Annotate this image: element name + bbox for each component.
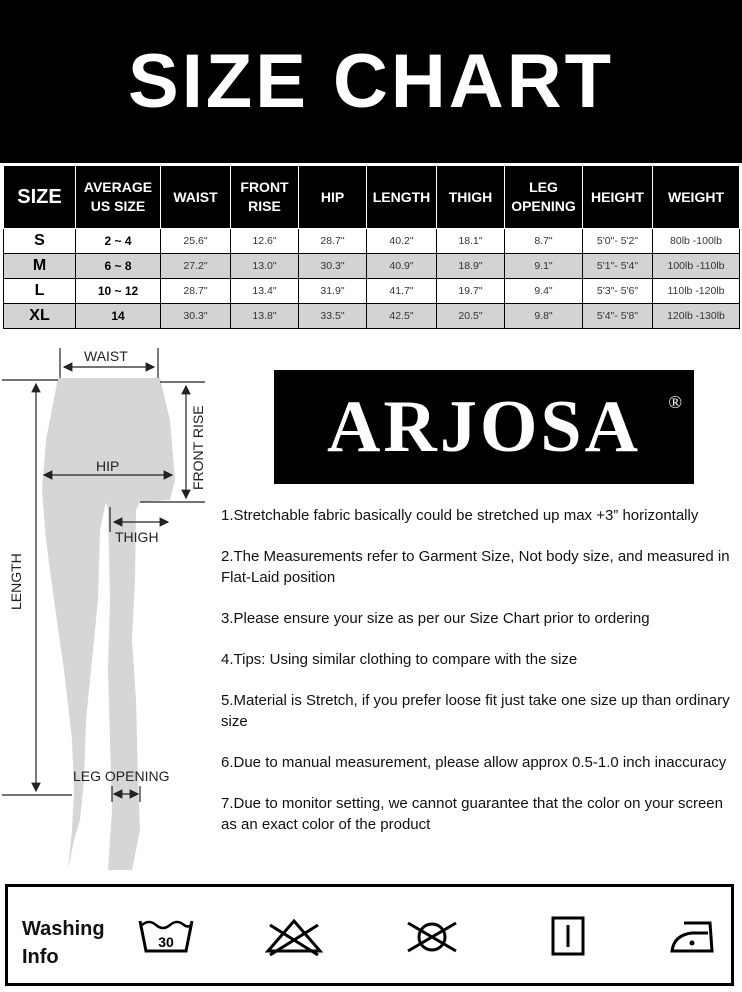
cell-weight: 100lb -110lb xyxy=(653,254,740,279)
size-chart-banner xyxy=(0,0,742,163)
cell-leg-opening: 9.1" xyxy=(505,254,583,279)
cell-us-size: 14 xyxy=(76,304,161,329)
cell-length: 42.5" xyxy=(367,304,437,329)
cell-height: 5'4"- 5'8" xyxy=(583,304,653,329)
table-row xyxy=(4,254,740,279)
svg-text:30: 30 xyxy=(158,934,174,950)
col-header-front-rise: FRONT RISE xyxy=(231,166,299,229)
cell-waist: 25.6" xyxy=(161,229,231,254)
leg-opening-label: LEG OPENING xyxy=(73,768,170,784)
note-item: 2.The Measurements refer to Garment Size, Not body size, and measured in Flat-Laid position xyxy=(221,548,730,586)
registered-mark: ® xyxy=(668,392,682,412)
cell-size: M xyxy=(4,254,76,279)
cell-weight: 80lb -100lb xyxy=(653,229,740,254)
iron-low-icon xyxy=(668,917,718,957)
cell-thigh: 18.1" xyxy=(437,229,505,254)
col-header-us-size: AVERAGE US SIZE xyxy=(76,166,161,229)
cell-waist: 30.3" xyxy=(161,304,231,329)
cell-size: L xyxy=(4,279,76,304)
cell-height: 5'1"- 5'4" xyxy=(583,254,653,279)
cell-front-rise: 13.4" xyxy=(231,279,299,304)
cell-front-rise: 12.6" xyxy=(231,229,299,254)
cell-hip: 33.5" xyxy=(299,304,367,329)
line-dry-icon xyxy=(550,915,586,959)
wash-30-icon xyxy=(136,915,196,957)
waist-label: WAIST xyxy=(84,348,128,364)
no-tumble-dry-icon xyxy=(404,915,460,959)
length-label: LENGTH xyxy=(8,553,24,610)
cell-us-size: 10 ~ 12 xyxy=(76,279,161,304)
col-header-hip: HIP xyxy=(299,166,367,229)
cell-size: S xyxy=(4,229,76,254)
table-row xyxy=(4,229,740,254)
leggings-measurement-diagram xyxy=(0,340,220,875)
table-header-row xyxy=(4,166,740,229)
cell-length: 41.7" xyxy=(367,279,437,304)
note-item: 5.Material is Stretch, if you prefer loose fit just take one size up than ordinary size xyxy=(221,692,730,730)
note-item: 1.Stretchable fabric basically could be stretched up max +3” horizontally xyxy=(221,507,699,524)
cell-leg-opening: 8.7" xyxy=(505,229,583,254)
page-title: SIZE CHART xyxy=(128,39,614,124)
col-header-thigh: THIGH xyxy=(437,166,505,229)
cell-us-size: 6 ~ 8 xyxy=(76,254,161,279)
cell-thigh: 18.9" xyxy=(437,254,505,279)
cell-length: 40.2" xyxy=(367,229,437,254)
washing-info-title: Washing Info xyxy=(22,918,105,968)
col-header-leg-opening: LEG OPENING xyxy=(505,166,583,229)
cell-leg-opening: 9.8" xyxy=(505,304,583,329)
leggings-silhouette-icon xyxy=(0,340,220,875)
cell-hip: 30.3" xyxy=(299,254,367,279)
cell-thigh: 19.7" xyxy=(437,279,505,304)
note-item: 6.Due to manual measurement, please allow approx 0.5-1.0 inch inaccuracy xyxy=(221,754,727,771)
cell-thigh: 20.5" xyxy=(437,304,505,329)
cell-front-rise: 13.8" xyxy=(231,304,299,329)
front-rise-label: FRONT RISE xyxy=(190,405,206,490)
hip-label: HIP xyxy=(96,458,120,474)
cell-size: XL xyxy=(4,304,76,329)
note-item: 4.Tips: Using similar clothing to compare with the size xyxy=(221,651,578,668)
cell-front-rise: 13.0" xyxy=(231,254,299,279)
arjosa-logo xyxy=(274,370,694,484)
cell-height: 5'0"- 5'2" xyxy=(583,229,653,254)
table-row xyxy=(4,304,740,329)
col-header-size: SIZE xyxy=(4,166,76,229)
cell-us-size: 2 ~ 4 xyxy=(76,229,161,254)
thigh-label: THIGH xyxy=(115,529,159,545)
col-header-length: LENGTH xyxy=(367,166,437,229)
note-item: 7.Due to monitor setting, we cannot guarantee that the color on your screen as an exact color of the product xyxy=(221,795,723,833)
cell-hip: 28.7" xyxy=(299,229,367,254)
note-item: 3.Please ensure your size as per our Size Chart prior to ordering xyxy=(221,610,650,627)
cell-weight: 110lb -120lb xyxy=(653,279,740,304)
no-bleach-icon xyxy=(264,917,324,957)
cell-leg-opening: 9.4" xyxy=(505,279,583,304)
col-header-waist: WAIST xyxy=(161,166,231,229)
cell-waist: 28.7" xyxy=(161,279,231,304)
brand-name: ARJOSA xyxy=(326,385,642,468)
col-header-weight: WEIGHT xyxy=(653,166,740,229)
col-header-height: HEIGHT xyxy=(583,166,653,229)
size-notes xyxy=(221,505,741,855)
cell-height: 5'3"- 5'6" xyxy=(583,279,653,304)
cell-weight: 120lb -130lb xyxy=(653,304,740,329)
washing-info-panel xyxy=(5,884,734,986)
cell-waist: 27.2" xyxy=(161,254,231,279)
cell-hip: 31.9" xyxy=(299,279,367,304)
table-row xyxy=(4,279,740,304)
size-table xyxy=(3,165,740,329)
cell-length: 40.9" xyxy=(367,254,437,279)
